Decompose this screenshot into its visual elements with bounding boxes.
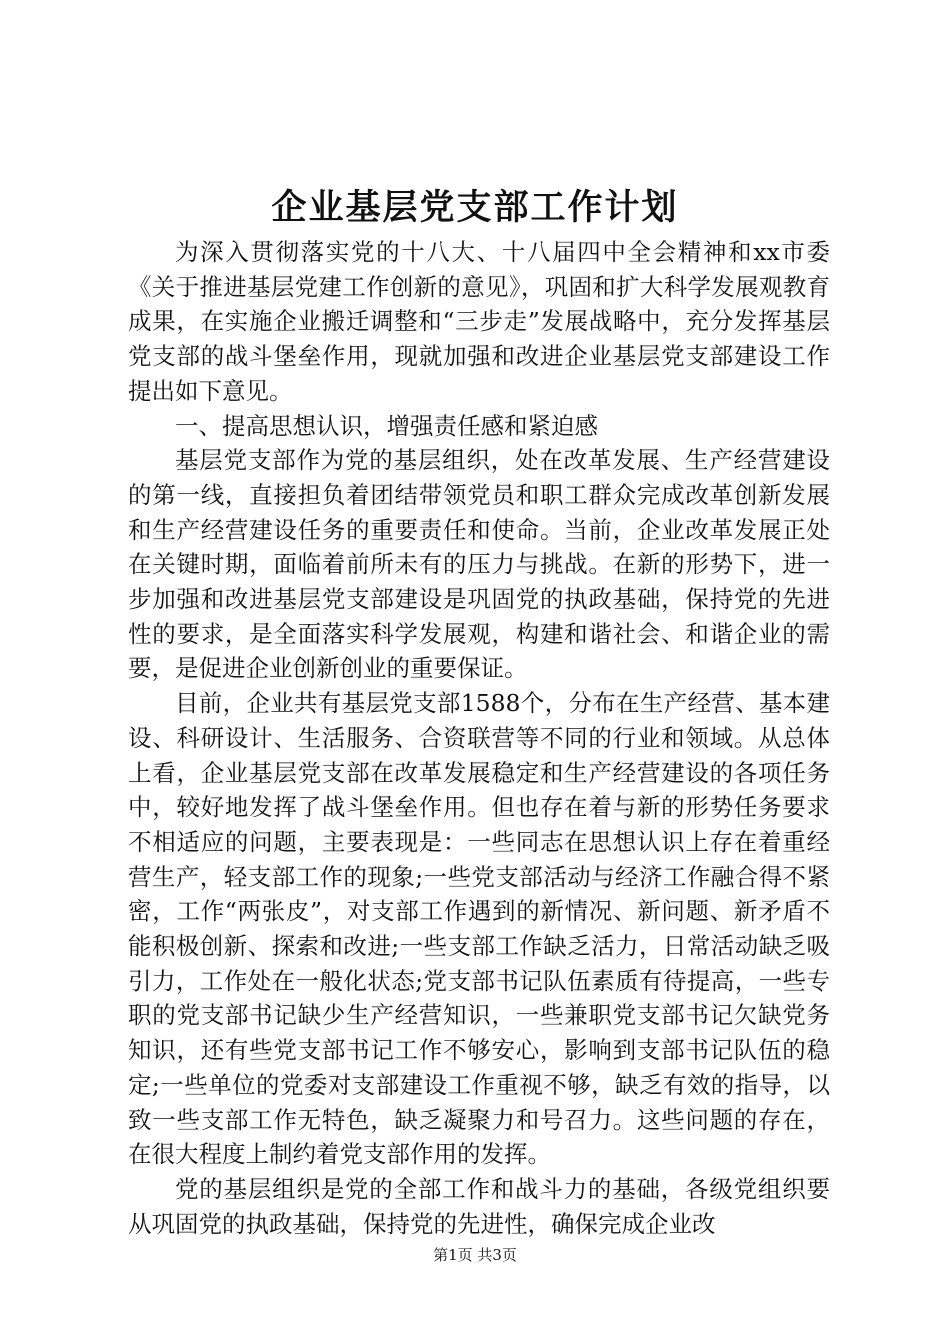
paragraph-intro: 为深入贯彻落实党的十八大、十八届四中全会精神和xx市委《关于推进基层党建工作创新的意见》，巩固和扩大科学发展观教育成果，在实施企业搬迁调整和“三步走”发展战略中，充分发挥基层党支部的战斗堡垒作用，现就加强和改进企业基层党支部建设工作提出如下意见。	[128, 238, 830, 405]
section-heading-1: 一、提高思想认识，增强责任感和紧迫感	[175, 411, 598, 440]
paragraph-foundation: 党的基层组织是党的全部工作和战斗力的基础，各级党组织要从巩固党的执政基础，保持党的先进性，确保完成企业改	[128, 1174, 830, 1238]
document-body	[128, 235, 830, 1241]
paragraph-role: 基层党支部作为党的基层组织，处在改革发展、生产经营建设的第一线，直接担负着团结带领党员和职工群众完成改革创新发展和生产经营建设任务的重要责任和使命。当前，企业改革发展正处在关键时期，面临着前所未有的压力与挑战。在新的形势下，进一步加强和改进基层党支部建设是巩固党的执政基础，保持党的先进性的要求，是全面落实科学发展观，构建和谐社会、和谐企业的需要，是促进企业创新创业的重要保证。	[128, 446, 830, 683]
page-footer: 第1页 共3页	[433, 1246, 517, 1264]
document-title: 企业基层党支部工作计划	[271, 187, 679, 228]
paragraph-status: 目前，企业共有基层党支部1588个，分布在生产经营、基本建设、科研设计、生活服务、合资联营等不同的行业和领域。从总体上看，企业基层党支部在改革发展稳定和生产经营建设的各项任务中，较好地发挥了战斗堡垒作用。但也存在着与新的形势任务要求不相适应的问题，主要表现是：一些同志在思想认识上存在着重经营生产，轻支部工作的现象;一些党支部活动与经济工作融合得不紧密，工作“两张皮”，对支部工作遇到的新情况、新问题、新矛盾不能积极创新、探索和改进;一些支部工作缺乏活力，日常活动缺乏吸引力，工作处在一般化状态;党支部书记队伍素质有待提高，一些专职的党支部书记缺少生产经营知识，一些兼职党支部书记欠缺党务知识，还有些党支部书记工作不够安心，影响到支部书记队伍的稳定;一些单位的党委对支部建设工作重视不够，缺乏有效的指导，以致一些支部工作无特色，缺乏凝聚力和号召力。这些问题的存在，在很大程度上制约着党支部作用的发挥。	[128, 689, 830, 1169]
